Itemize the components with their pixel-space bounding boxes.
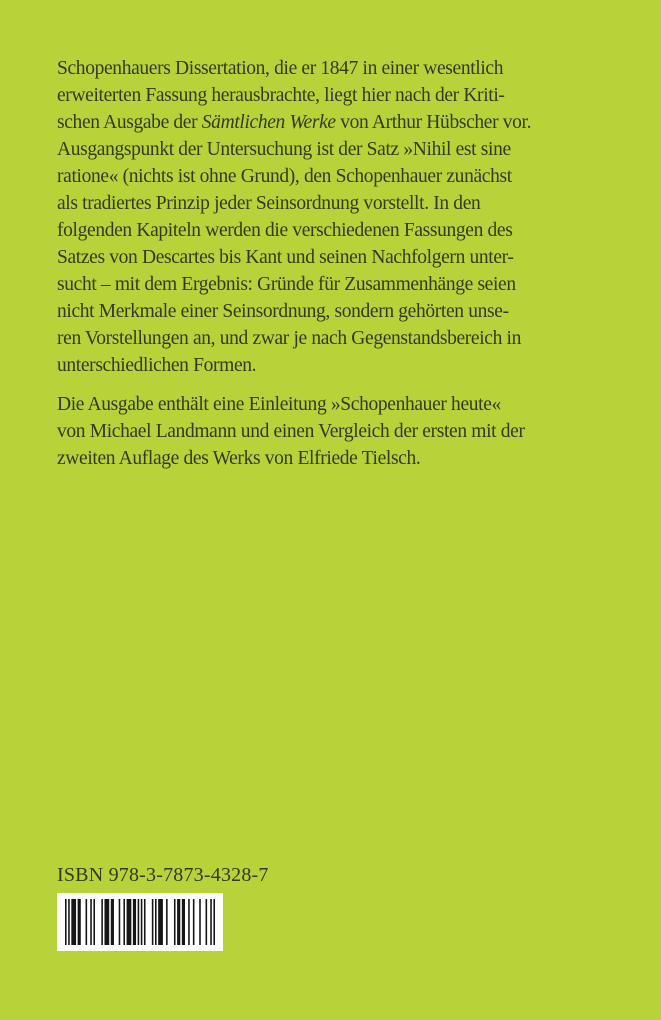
blurb-line: ratione« (nichts ist ohne Grund), den Schopenhauer zunächst — [57, 166, 512, 187]
blurb-line: Die Ausgabe enthält eine Einleitung »Schopenhauer heute« — [57, 394, 501, 415]
blurb-line: Satzes von Descartes bis Kant und seinen Nachfolgern unter- — [57, 247, 514, 268]
blurb — [57, 55, 531, 484]
blurb-line: schen Ausgabe der Sämtlichen Werke von Arthur Hübscher vor. — [57, 112, 532, 133]
blurb-paragraph — [57, 55, 531, 379]
blurb-line: erweiterten Fassung herausbrachte, liegt hier nach der Kriti- — [57, 85, 505, 106]
blurb-line: von Michael Landmann und einen Vergleich der ersten mit der — [57, 421, 525, 442]
ean13-barcode — [57, 893, 223, 951]
blurb-line: nicht Merkmale einer Seinsordnung, sondern gehörten unse- — [57, 301, 509, 322]
blurb-line: Schopenhauers Dissertation, die er 1847 in einer wesentlich — [57, 58, 504, 79]
blurb-line: zweiten Auflage des Werks von Elfriede Tielsch. — [57, 448, 421, 469]
blurb-paragraph — [57, 391, 531, 472]
barcode-box — [57, 893, 223, 951]
blurb-line: Ausgangspunkt der Untersuchung ist der Satz »Nihil est sine — [57, 139, 511, 160]
blurb-line: unterschiedlichen Formen. — [57, 355, 257, 376]
isbn-label: ISBN 978-3-7873-4328-7 — [57, 864, 269, 886]
blurb-line: ren Vorstellungen an, und zwar je nach Gegenstandsbereich in — [57, 328, 521, 349]
blurb-line: als tradiertes Prinzip jeder Seinsordnung vorstellt. In den — [57, 193, 481, 214]
blurb-line: sucht – mit dem Ergebnis: Gründe für Zusammenhänge seien — [57, 274, 516, 295]
blurb-line: folgenden Kapiteln werden die verschiedenen Fassungen des — [57, 220, 513, 241]
